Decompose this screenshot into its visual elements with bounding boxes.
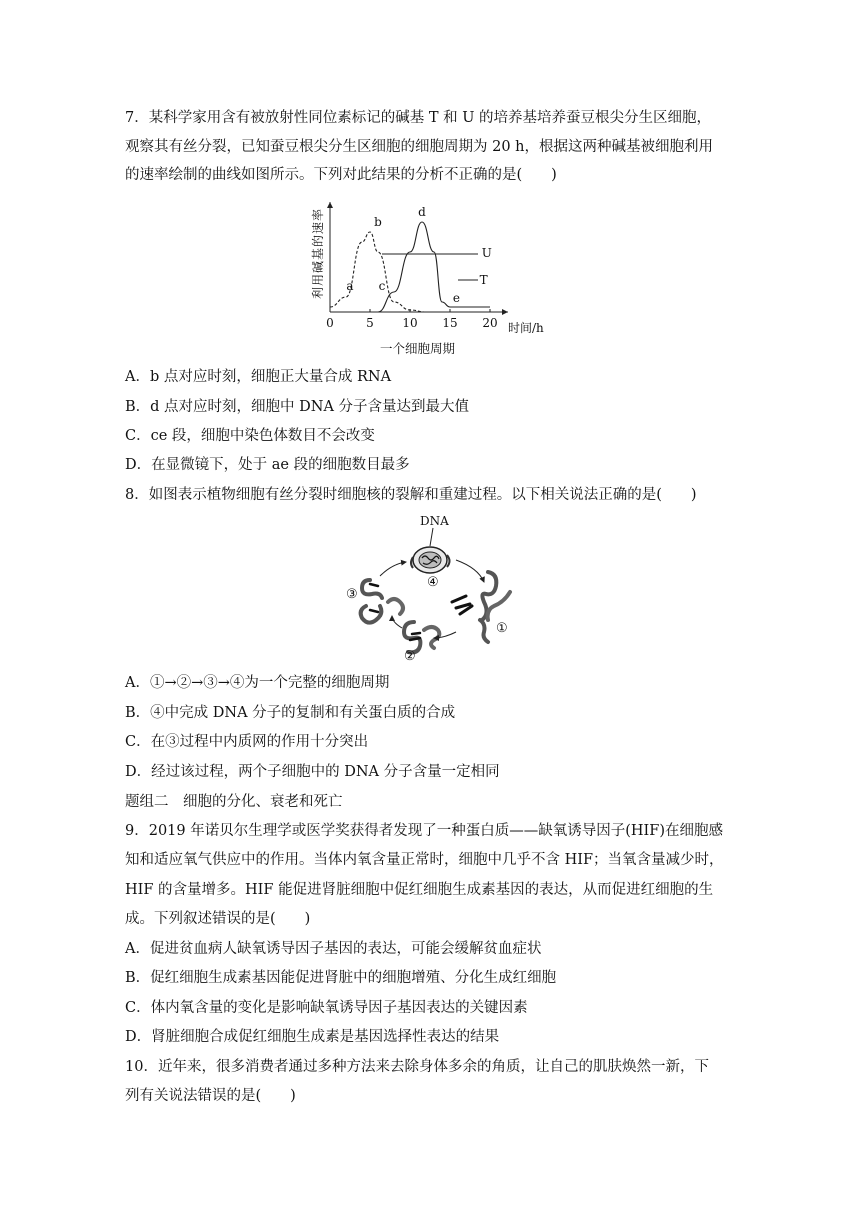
label-2: ②: [404, 649, 416, 664]
q7-option-b: B．d 点对应时刻，细胞中 DNA 分子含量达到最大值: [125, 399, 470, 415]
q8-option-b: B．④中完成 DNA 分子的复制和有关蛋白质的合成: [125, 705, 456, 721]
chart-x-tick-label: 10: [402, 316, 418, 330]
chart-point-label-c: c: [378, 279, 386, 293]
q7-stem-line-3: 的速率绘制的曲线如图所示。下列对此结果的分析不正确的是( ): [125, 167, 557, 183]
stage-2-reforming: [404, 622, 439, 652]
q8-nucleus-cycle-diagram: [340, 510, 530, 668]
q9-stem-line-3: HIF 的含量增多。HIF 能促进肾脏细胞中促红细胞生成素基因的表达，从而促进红细胞的生: [125, 882, 714, 898]
dna-pointer: [430, 528, 433, 546]
group-2-heading: 题组二 细胞的分化、衰老和死亡: [125, 794, 343, 810]
q9-stem-line-4: 成。下列叙述错误的是( ): [125, 911, 311, 927]
stage-3-envelope-forming: [361, 580, 403, 623]
arrow-2-to-3: [392, 616, 402, 628]
stage-4-nucleus: [411, 547, 450, 573]
chart-x-tick-label: 0: [326, 316, 334, 330]
chart-x-tick-label: 15: [442, 316, 458, 330]
chart-point-label-b: b: [374, 215, 382, 229]
arrow-3-to-4: [380, 562, 406, 576]
chart-x-label: 时间/h: [508, 321, 544, 335]
chart-point-label-e: e: [452, 291, 460, 305]
q7-option-c: C．ce 段，细胞中染色体数目不会改变: [125, 428, 375, 444]
chart-point-label-U: U: [481, 246, 492, 260]
label-1: ①: [496, 621, 508, 636]
q7-stem-line-2: 观察其有丝分裂，已知蚕豆根尖分生区细胞的细胞周期为 20 h，根据这两种碱基被细胞利用: [125, 139, 714, 155]
chart-x-axis-arrow: [502, 309, 508, 315]
q8-option-c: C．在③过程中内质网的作用十分突出: [125, 734, 369, 750]
chart-x-tick-label: 5: [366, 316, 374, 330]
q7-option-a: A．b 点对应时刻，细胞正大量合成 RNA: [125, 369, 392, 385]
label-3: ③: [346, 587, 358, 602]
q7-line-chart: [300, 195, 560, 360]
label-4: ④: [427, 575, 439, 590]
q7-option-d: D．在显微镜下，处于 ae 段的细胞数目最多: [125, 457, 410, 473]
q8-option-a: A．①→②→③→④为一个完整的细胞周期: [125, 675, 390, 691]
chart-point-label-a: a: [346, 279, 354, 293]
q9-option-b: B．促红细胞生成素基因能促进肾脏中的细胞增殖、分化生成红细胞: [125, 970, 557, 986]
chart-point-label-T: T: [479, 273, 488, 287]
q8-stem: 8．如图表示植物细胞有丝分裂时细胞核的裂解和重建过程。以下相关说法正确的是( ): [125, 487, 697, 503]
q7-stem-line-1: 7．某科学家用含有被放射性同位素标记的碱基 T 和 U 的培养基培养蚕豆根尖分生区细胞，: [125, 110, 712, 126]
q10-stem-line-1: 10．近年来，很多消费者通过多种方法来去除身体多余的角质，让自己的肌肤焕然一新，下: [125, 1059, 709, 1075]
chart-y-axis-arrow: [327, 202, 333, 208]
q9-stem-line-2: 知和适应氧气供应中的作用。当体内氧含量正常时，细胞中几乎不含 HIF；当氧含量减少时，: [125, 852, 724, 868]
chart-y-label: 利用碱基的速率: [311, 207, 325, 299]
arrow-4-to-1: [456, 560, 484, 582]
q9-option-a: A．促进贫血病人缺氧诱导因子基因的表达，可能会缓解贫血症状: [125, 941, 542, 957]
q9-option-d: D．肾脏细胞合成促红细胞生成素是基因选择性表达的结果: [125, 1029, 500, 1045]
q8-option-d: D．经过该过程，两个子细胞中的 DNA 分子含量一定相同: [125, 764, 500, 780]
q9-stem-line-1: 9．2019 年诺贝尔生理学或医学奖获得者发现了一种蛋白质——缺氧诱导因子(HIF)在细胞感: [125, 823, 723, 839]
chart-x-tick-label: 20: [482, 316, 498, 330]
dna-label: DNA: [420, 514, 449, 528]
q10-stem-line-2: 列有关说法错误的是( ): [125, 1088, 296, 1104]
chart-series-U: [330, 232, 490, 312]
chart-point-label-d: d: [418, 205, 426, 219]
chart-x-caption: 一个细胞周期: [380, 341, 456, 356]
q9-option-c: C．体内氧含量的变化是影响缺氧诱导因子基因表达的关键因素: [125, 1000, 528, 1016]
